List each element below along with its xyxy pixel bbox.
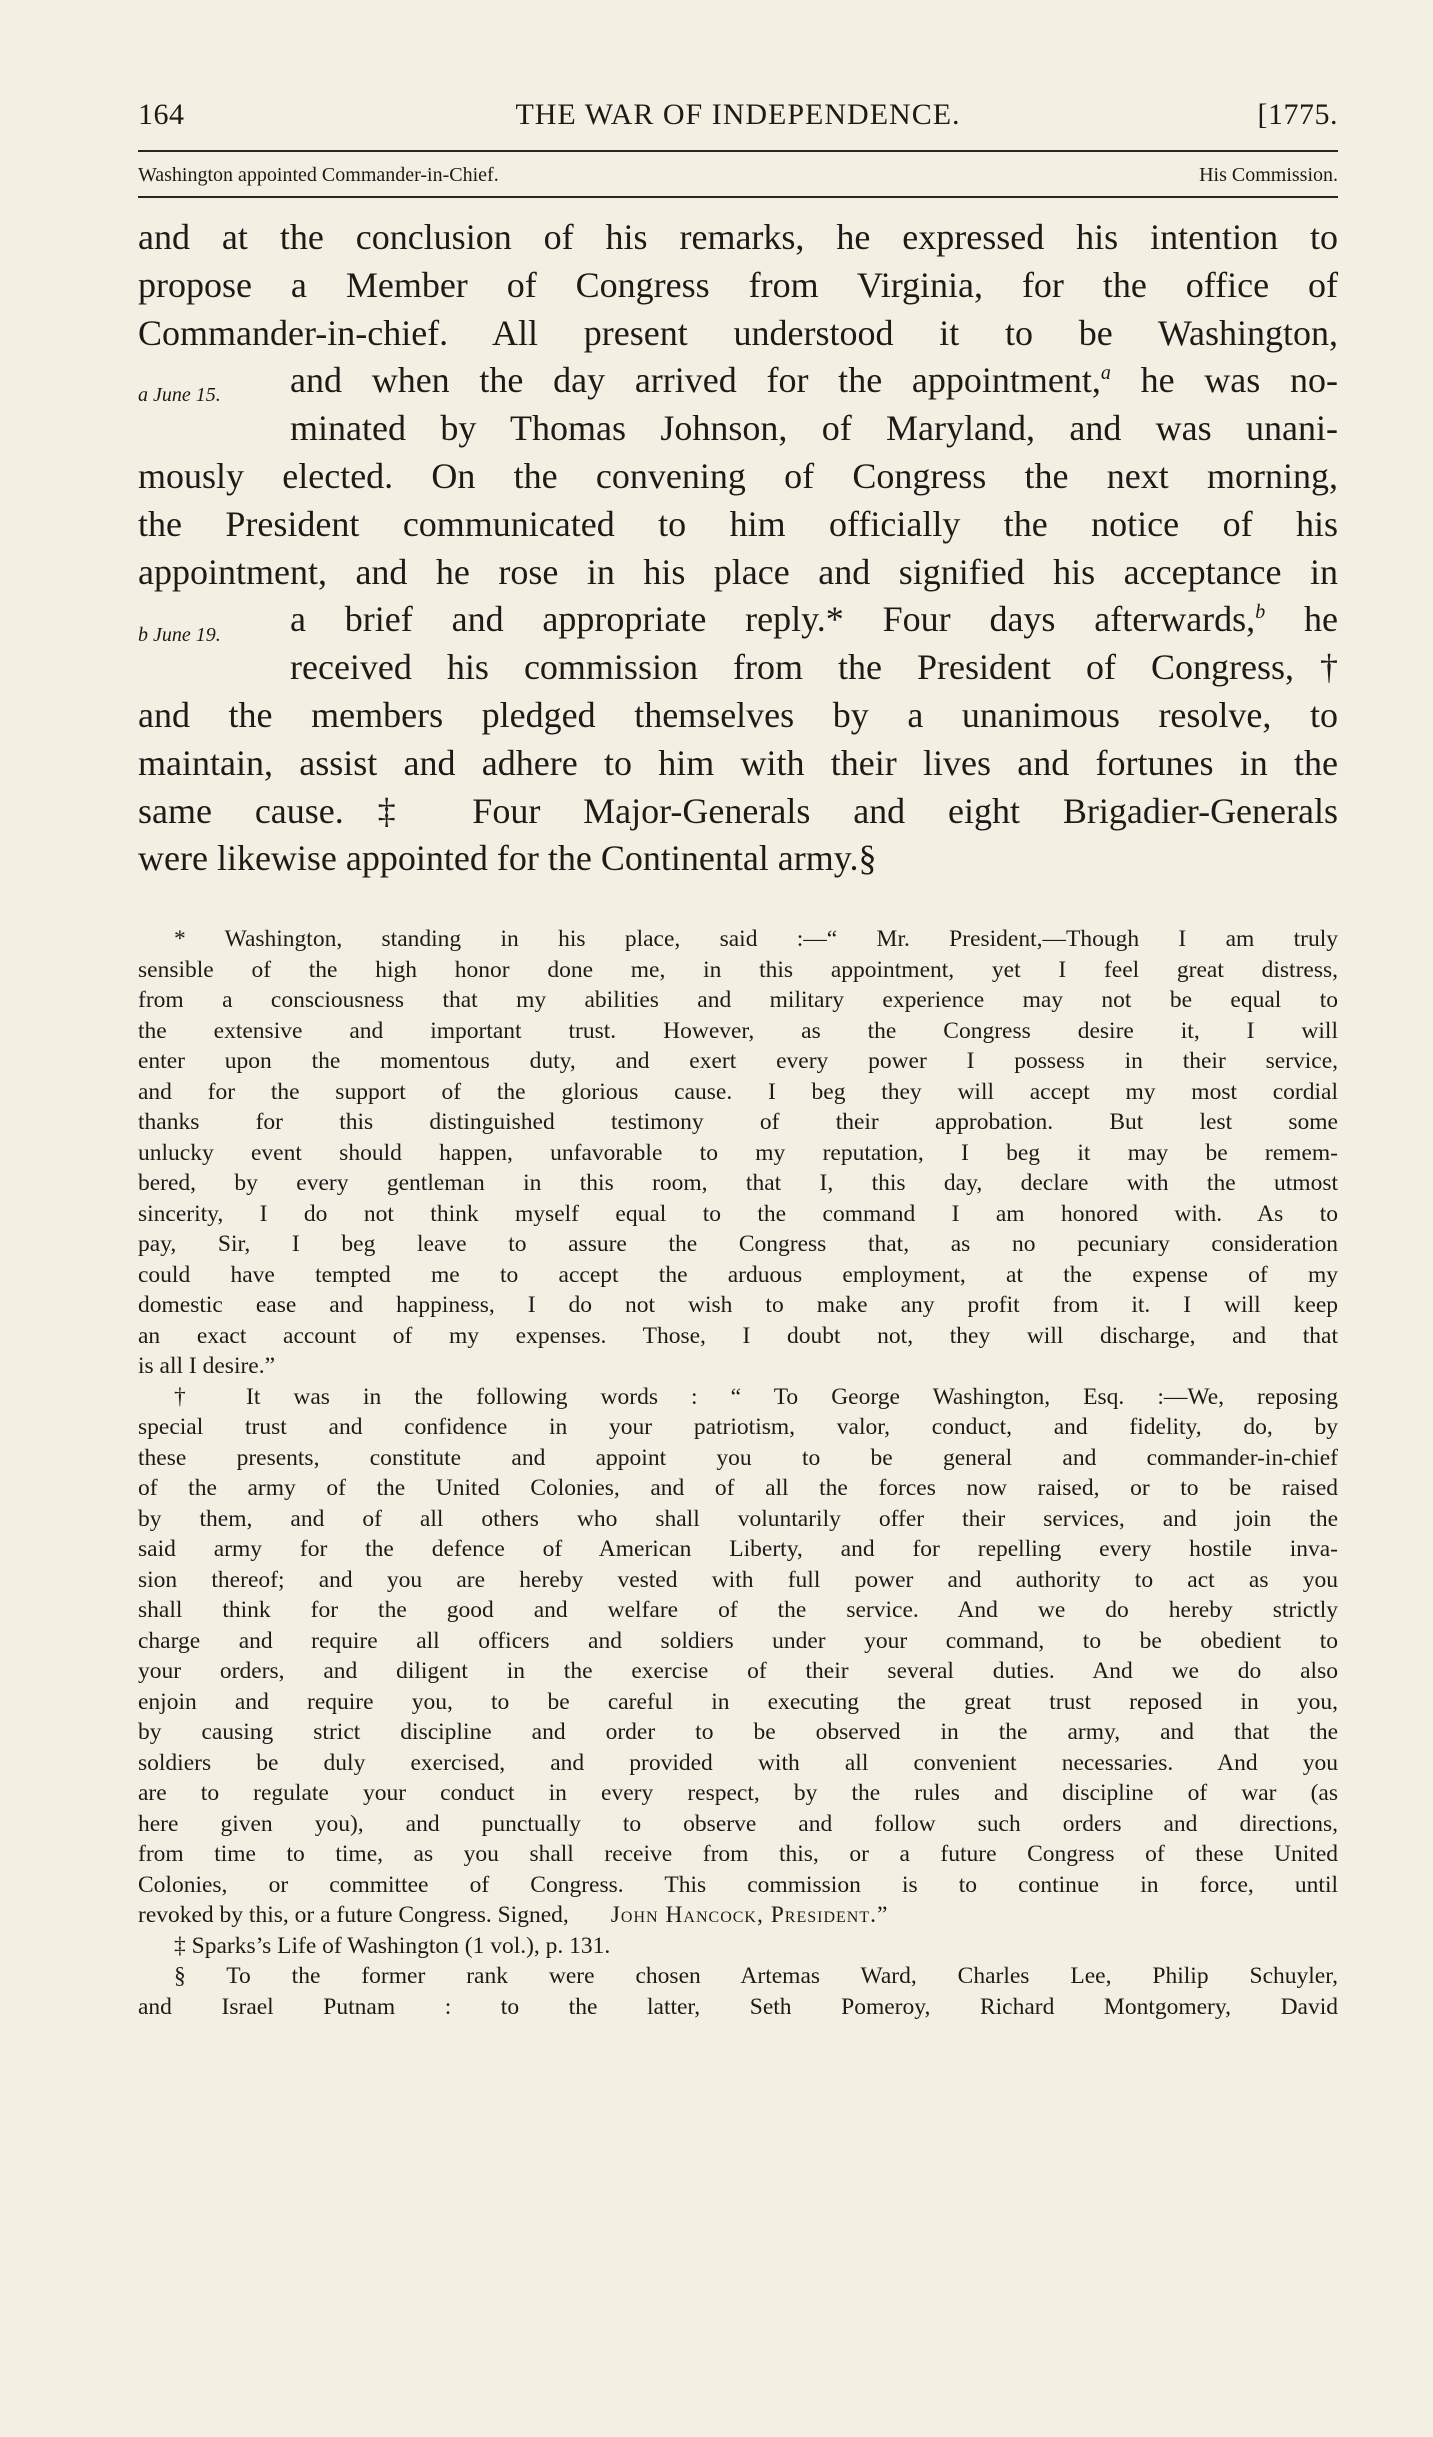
footnote-line: thanks for this distinguished testimony of their approbation. But lest some [138,1109,1338,1135]
text-fragment: he was no- [1110,360,1338,401]
footnote-mark-b: b [1255,601,1266,624]
footnote-line: could have tempted me to accept the arduous employment, at the expense of my [138,1261,1338,1288]
text-fragment: and when the day arrived for the appointment, [290,360,1101,401]
footnote-line: sincerity, I do not think myself equal to the command I am honored with. As to [138,1200,1338,1227]
footnote-mark-a: a [1100,362,1111,385]
footnote-line: special trust and confidence in your patriotism, valor, conduct, and fidelity, do, by [138,1414,1338,1440]
footnote-line: Colonies, or committee of Congress. This commission is to continue in force, until [138,1871,1338,1898]
text-fragment: he [1265,599,1338,640]
text-line: mously elected. On the convening of Congress the next morning, [138,455,1338,496]
footnote-line: unlucky event should happen, unfavorable to my reputation, I beg it may be remem- [138,1139,1338,1166]
header-rule [138,150,1338,152]
subhead-rule [138,196,1338,198]
footnote-line: and Israel Putnam : to the latter, Seth Pomeroy, Richard Montgomery, David [138,1993,1338,2020]
margin-note-text: June 19. [153,624,221,646]
footnotes [138,924,1338,2022]
footnote-line: * Washington, standing in his place, said :—“ Mr. President,—Though I am truly [174,926,1338,952]
footnote-line: enter upon the momentous duty, and exert every power I possess in their service, [138,1048,1338,1074]
text-line: maintain, assist and adhere to him with their lives and fortunes in the [138,742,1338,783]
footnote-fragment: revoked by this, or a future Congress. Signed, [138,1902,569,1928]
text-line [290,596,1338,644]
running-head [138,92,1338,140]
footnote-line: is all I desire.” [138,1353,276,1379]
text-line [290,357,1338,405]
footnote-line: and for the support of the glorious cause. I beg they will accept my most cordial [138,1078,1338,1105]
margin-note-text: June 15. [153,384,221,406]
year-marker: [1775. [1257,98,1338,131]
footnote-line: enjoin and require you, to be careful in executing the great trust reposed in you, [138,1688,1338,1715]
subhead-left: Washington appointed Commander-in-Chief. [138,164,499,186]
page-number: 164 [138,98,185,131]
footnote-line: bered, by every gentleman in this room, that I, this day, declare with the utmost [138,1170,1338,1196]
text-line: same cause.‡ Four Major-Generals and eight Brigadier-Generals [138,790,1338,831]
text-fragment: a brief and appropriate reply.* Four days afterwards, [290,599,1256,640]
footnote-line: by causing strict discipline and order to be observed in the army, and that the [138,1719,1338,1745]
text-line: Commander-in-chief. All present understood it to be Washington, [138,312,1338,353]
footnote-line: here given you), and punctually to observe and follow such orders and directions, [138,1810,1338,1837]
text-line: were likewise appointed for the Continental army.§ [138,838,877,879]
footnote-line: from a consciousness that my abilities and military experience may not be equal to [138,987,1338,1013]
footnote-line: domestic ease and happiness, I do not wish to make any profit from it. I will keep [138,1292,1338,1318]
footnote-line: ‡ Sparks’s Life of Washington (1 vol.), p. 131. [174,1932,611,1959]
text-line: and the members pledged themselves by a unanimous resolve, to [138,694,1338,735]
margin-note-mark: a [138,384,148,406]
footnote-line: † It was in the following words : “ To George Washington, Esq. :—We, reposing [174,1383,1338,1410]
footnote-line: these presents, constitute and appoint you to be general and commander-in-chief [138,1444,1338,1471]
subhead-right: His Commission. [1199,164,1338,186]
footnote-line: from time to time, as you shall receive from this, or a future Congress of these United [138,1841,1338,1867]
footnote-line: the extensive and important trust. However, as the Congress desire it, I will [138,1017,1338,1044]
footnote-line: charge and require all officers and soldiers under your command, to be obedient to [138,1627,1338,1654]
footnote-line: of the army of the United Colonies, and of all the forces now raised, or to be raised [138,1475,1338,1501]
footnote-line: your orders, and diligent in the exercise of their several duties. And we do also [138,1658,1338,1684]
footnote-line: an exact account of my expenses. Those, I doubt not, they will discharge, and that [138,1322,1338,1349]
footnote-line: are to regulate your conduct in every respect, by the rules and discipline of war (as [138,1780,1338,1806]
footnote-1 [138,924,1338,1382]
text-line: minated by Thomas Johnson, of Maryland, and was unani- [290,408,1338,449]
text-line: appointment, and he rose in his place and signified his acceptance in [138,551,1338,592]
page-title: THE WAR OF INDEPENDENCE. [515,98,961,131]
text-line: propose a Member of Congress from Virginia, for the office of [138,264,1338,305]
main-text [138,214,1338,883]
footnote-line [138,1900,1338,1931]
section-subhead [138,160,1338,188]
text-line: and at the conclusion of his remarks, he expressed his intention to [138,217,1338,257]
footnote-line: sensible of the high honor done me, in this appointment, yet I feel great distress, [138,956,1338,983]
footnote-line: pay, Sir, I beg leave to assure the Congress that, as no pecuniary consideration [138,1231,1338,1257]
footnote-line: said army for the defence of American Liberty, and for repelling every hostile inva- [138,1536,1338,1562]
footnote-line: § To the former rank were chosen Artemas Ward, Charles Lee, Philip Schuyler, [174,1963,1338,1989]
footnote-line: sion thereof; and you are hereby vested with full power and authority to act as you [138,1566,1338,1593]
footnote-2 [138,1382,1338,1931]
text-line: the President communicated to him officially the notice of his [138,503,1338,544]
signature-line: John Hancock, President.” [610,1902,889,1928]
text-line: received his commission from the President of Congress,† [290,647,1338,688]
footnote-line: shall think for the good and welfare of the service. And we do hereby strictly [138,1597,1338,1623]
footnote-3 [138,1931,1338,1962]
footnote-line: soldiers be duly exercised, and provided with all convenient necessaries. And you [138,1749,1338,1776]
margin-note-mark: b [138,624,148,646]
footnote-4 [138,1961,1338,2022]
footnote-line: by them, and of all others who shall voluntarily offer their services, and join the [138,1505,1338,1532]
